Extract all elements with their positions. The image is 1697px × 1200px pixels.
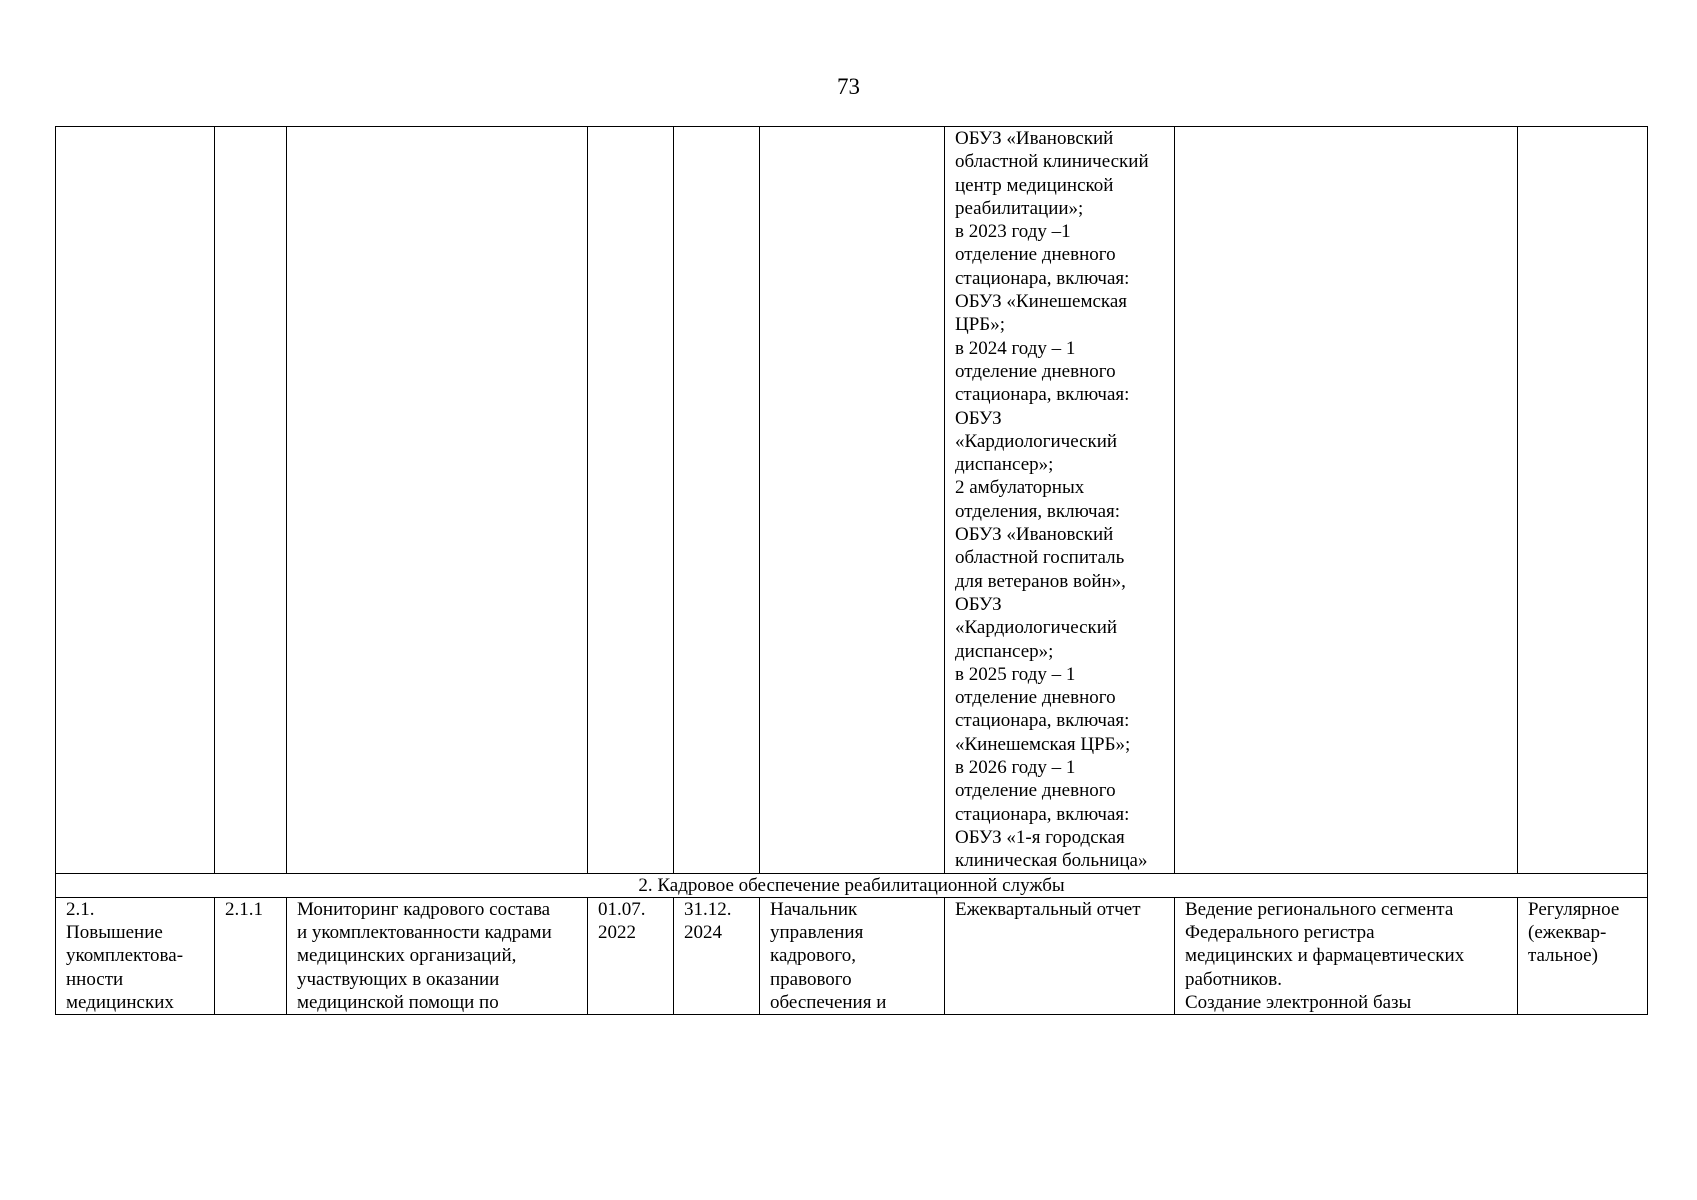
activity-text [297, 898, 583, 1014]
text-line: в 2026 году – 1 [955, 757, 1076, 779]
activity-number [225, 898, 282, 921]
text-line: 2 амбулаторных [955, 477, 1085, 499]
text-line: Повышение [66, 922, 163, 944]
text-line: ОБУЗ «Кинешемская [955, 291, 1128, 313]
text-line: медицинской помощи по [297, 991, 499, 1013]
text-line: для ветеранов войн», [955, 570, 1126, 592]
empty-cell [287, 127, 588, 874]
text-line: управления [770, 922, 864, 944]
text-line: Ведение регионального сегмента [1185, 898, 1454, 920]
periodicity-text [1528, 898, 1643, 968]
text-line: Мониторинг кадрового состава [297, 898, 551, 920]
text-line: в 2024 году – 1 [955, 337, 1076, 359]
text-line: Регулярное [1528, 898, 1620, 920]
text-line: отделение дневного [955, 360, 1116, 382]
text-line: Ежеквартальный отчет [955, 898, 1141, 920]
empty-cell [760, 127, 945, 874]
text-line: диспансер»; [955, 640, 1054, 662]
periodicity-cell [1518, 897, 1648, 1014]
text-line: клиническая больница» [955, 850, 1148, 872]
text-line: укомплектова- [66, 945, 184, 967]
text-line: отделения, включая: [955, 500, 1121, 522]
text-line: «Кардиологический [955, 617, 1118, 639]
end-date-cell [674, 897, 760, 1014]
page-number: 73 [837, 74, 860, 99]
text-line: областной клинический [955, 151, 1149, 173]
text-line: отделение дневного [955, 244, 1116, 266]
empty-cell [1518, 127, 1648, 874]
text-line: стационара, включая: [955, 710, 1130, 732]
text-line: в 2023 году –1 [955, 221, 1071, 243]
text-line: медицинских организаций, [297, 945, 517, 967]
text-line: правового [770, 968, 852, 990]
result-type-continuation-cell [945, 127, 1175, 874]
text-line: реабилитации»; [955, 197, 1084, 219]
text-line: отделение дневного [955, 687, 1116, 709]
responsible-cell [760, 897, 945, 1014]
result-type-cell [945, 897, 1175, 1014]
text-line: отделение дневного [955, 780, 1116, 802]
text-line: кадрового, [770, 945, 856, 967]
text-line: Начальник [770, 898, 858, 920]
text-line: (ежеквар- [1528, 922, 1607, 944]
text-line: участвующих в оказании [297, 968, 500, 990]
end-date [684, 898, 755, 945]
result-text [1185, 898, 1513, 1014]
text-line: тальное) [1528, 945, 1598, 967]
text-line: 2.1. [66, 898, 95, 920]
empty-cell [588, 127, 674, 874]
text-line: медицинских [66, 991, 174, 1013]
text-line: 2024 [684, 922, 722, 944]
text-line: 2022 [598, 922, 636, 944]
goal-cell [56, 897, 215, 1014]
start-date [598, 898, 669, 945]
text-line: диспансер»; [955, 454, 1054, 476]
text-line: ОБУЗ [955, 593, 1002, 615]
text-line: стационара, включая: [955, 267, 1130, 289]
text-line: 2.1.1 [225, 898, 263, 920]
text-line: в 2025 году – 1 [955, 663, 1076, 685]
section-title: 2. Кадровое обеспечение реабилитационной службы [56, 873, 1648, 897]
table-row-continuation [56, 127, 1648, 874]
activity-cell [287, 897, 588, 1014]
text-line: «Кинешемская ЦРБ»; [955, 733, 1131, 755]
empty-cell [56, 127, 215, 874]
text-line: обеспечения и [770, 991, 887, 1013]
responsible-text [770, 898, 940, 1014]
number-cell [215, 897, 287, 1014]
text-line: ОБУЗ «1-я городская [955, 826, 1125, 848]
text-line: ЦРБ»; [955, 314, 1005, 336]
text-line: центр медицинской [955, 174, 1114, 196]
activity-plan-table [55, 126, 1648, 1015]
text-line: 31.12. [684, 898, 732, 920]
start-date-cell [588, 897, 674, 1014]
text-line: и укомплектованности кадрами [297, 922, 552, 944]
text-line: «Кардиологический [955, 430, 1118, 452]
text-line: Создание электронной базы [1185, 991, 1412, 1013]
text-line: стационара, включая: [955, 803, 1130, 825]
continuation-text [955, 127, 1170, 873]
empty-cell [1175, 127, 1518, 874]
empty-cell [215, 127, 287, 874]
goal-text [66, 898, 210, 1014]
table-row [56, 897, 1648, 1014]
section-header-row [56, 873, 1648, 897]
empty-cell [674, 127, 760, 874]
text-line: областной госпиталь [955, 547, 1125, 569]
text-line: стационара, включая: [955, 384, 1130, 406]
text-line: Федерального регистра [1185, 922, 1375, 944]
text-line: ОБУЗ «Ивановский [955, 128, 1114, 149]
result-cell [1175, 897, 1518, 1014]
result-type-text [955, 898, 1170, 921]
text-line: ОБУЗ «Ивановский [955, 524, 1114, 546]
text-line: 01.07. [598, 898, 646, 920]
text-line: работников. [1185, 968, 1282, 990]
text-line: медицинских и фармацевтических [1185, 945, 1465, 967]
text-line: нности [66, 968, 124, 990]
text-line: ОБУЗ [955, 407, 1002, 429]
